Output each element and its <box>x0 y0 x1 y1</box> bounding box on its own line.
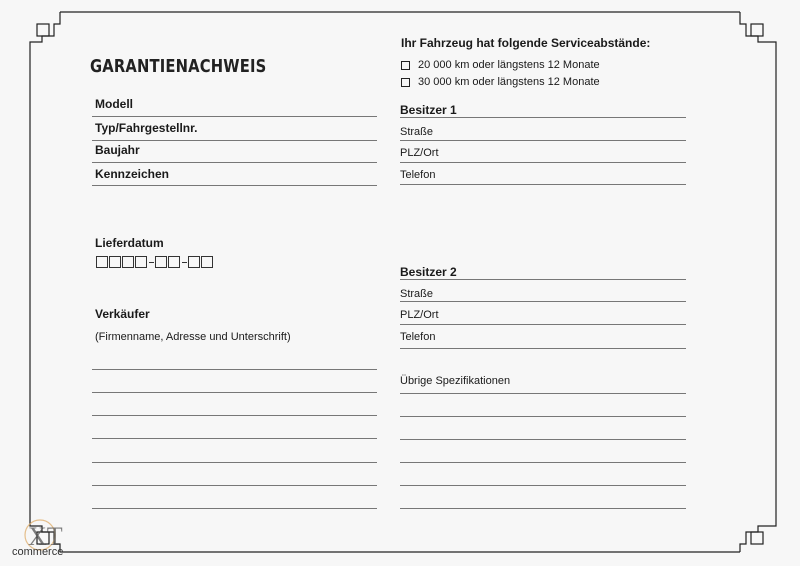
field-label-type-vin: Typ/Fahrgestellnr. <box>95 121 198 135</box>
date-digit-box[interactable] <box>168 256 180 268</box>
owner1-street-line[interactable] <box>400 140 686 141</box>
seller-line[interactable] <box>92 438 377 439</box>
date-digit-box[interactable] <box>155 256 167 268</box>
seller-line[interactable] <box>92 392 377 393</box>
form-title: GARANTIENACHWEIS <box>90 56 267 77</box>
field-line-plate[interactable] <box>92 185 377 186</box>
specs-line[interactable] <box>400 439 686 440</box>
owner1-label: Besitzer 1 <box>400 103 457 117</box>
seller-line[interactable] <box>92 485 377 486</box>
field-line-type-vin[interactable] <box>92 140 377 141</box>
owner2-phone-label: Telefon <box>400 331 436 343</box>
specs-line[interactable] <box>400 462 686 463</box>
field-label-model: Modell <box>95 97 133 111</box>
service-heading: Ihr Fahrzeug hat folgende Serviceabstände: <box>401 36 651 50</box>
date-digit-box[interactable] <box>201 256 213 268</box>
seller-line[interactable] <box>92 415 377 416</box>
seller-hint: (Firmenname, Adresse und Unterschrift) <box>95 331 291 343</box>
delivery-date-label: Lieferdatum <box>95 236 164 250</box>
owner1-city-line[interactable] <box>400 162 686 163</box>
specs-line[interactable] <box>400 485 686 486</box>
owner2-street-label: Straße <box>400 288 434 300</box>
service-option-30000[interactable] <box>401 76 600 88</box>
logo-mark: XT <box>28 522 63 551</box>
field-line-year[interactable] <box>92 162 377 163</box>
seller-line[interactable] <box>92 462 377 463</box>
date-digit-box[interactable] <box>188 256 200 268</box>
date-separator <box>182 262 187 263</box>
seller-label: Verkäufer <box>95 307 150 321</box>
seller-line[interactable] <box>92 508 377 509</box>
date-digit-box[interactable] <box>135 256 147 268</box>
specs-line[interactable] <box>400 416 686 417</box>
logo-text: commerce <box>12 546 64 558</box>
delivery-date-boxes[interactable] <box>96 256 214 268</box>
owner1-city-label: PLZ/Ort <box>400 147 439 159</box>
field-line-model[interactable] <box>92 116 377 117</box>
specs-line[interactable] <box>400 393 686 394</box>
checkbox[interactable] <box>401 61 410 70</box>
owner2-heading-line <box>400 279 686 280</box>
specs-line[interactable] <box>400 508 686 509</box>
other-specs-label: Übrige Spezifikationen <box>400 375 511 387</box>
field-label-plate: Kennzeichen <box>95 167 170 181</box>
owner1-street-label: Straße <box>400 126 434 138</box>
owner2-street-line[interactable] <box>400 301 686 302</box>
date-digit-box[interactable] <box>96 256 108 268</box>
seller-line[interactable] <box>92 369 377 370</box>
owner2-city-line[interactable] <box>400 324 686 325</box>
owner1-heading-line <box>400 117 686 118</box>
checkbox[interactable] <box>401 78 410 87</box>
service-option-label: 20 000 km oder längstens 12 Monate <box>418 59 600 71</box>
owner2-city-label: PLZ/Ort <box>400 309 439 321</box>
owner1-phone-line[interactable] <box>400 184 686 185</box>
owner2-phone-line[interactable] <box>400 348 686 349</box>
service-option-label: 30 000 km oder längstens 12 Monate <box>418 76 600 88</box>
date-digit-box[interactable] <box>122 256 134 268</box>
owner1-phone-label: Telefon <box>400 169 436 181</box>
field-label-year: Baujahr <box>95 143 140 157</box>
date-digit-box[interactable] <box>109 256 121 268</box>
date-separator <box>149 262 154 263</box>
service-option-20000[interactable] <box>401 59 600 71</box>
owner2-label: Besitzer 2 <box>400 265 457 279</box>
